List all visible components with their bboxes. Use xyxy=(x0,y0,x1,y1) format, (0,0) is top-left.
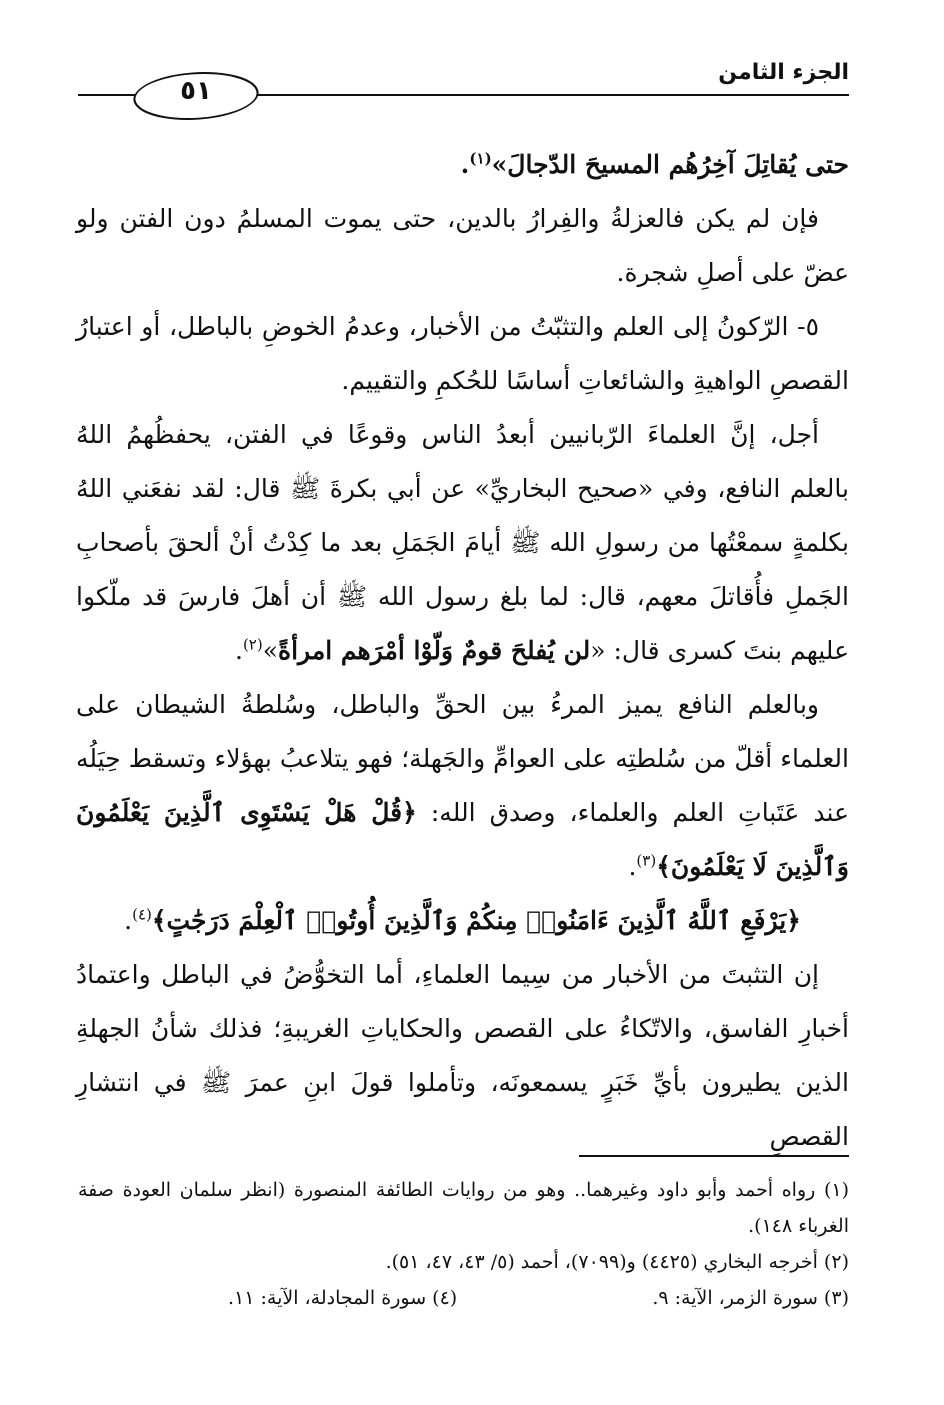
paragraph xyxy=(76,408,849,678)
paragraph xyxy=(76,678,849,894)
paragraph-tail: . xyxy=(234,636,243,665)
footnote: (٢) أخرجه البخاري (٤٤٢٥) و(٧٠٩٩)، أحمد (٥/ ٤٣، ٤٧، ٥١). xyxy=(385,1251,849,1273)
footnote-ref: (٢) xyxy=(242,635,263,654)
footnote-ref: (٣) xyxy=(636,851,657,870)
page-header xyxy=(78,58,849,118)
footnote: (٣) سورة الزمر، الآية: ٩. xyxy=(652,1287,849,1309)
main-text xyxy=(76,138,849,1164)
paragraph-tail: . xyxy=(124,906,133,935)
paragraph: ٥- الرّكونُ إلى العلم والتثبّتُ من الأخبار، وعدمُ الخوضِ بالباطل، أو اعتبارُ القصصِ الواهيةِ والشائعاتِ أساسًا للحُكمِ والتقييم. xyxy=(76,312,849,395)
paragraph-text: أجل، إنَّ العلماءَ الرّبانيين أبعدُ الناس وقوعًا في الفتن، يحفظُهمُ اللهُ بالعلم النافع، وفي «صحيح البخاريِّ» عن أبي بكرةَ ﷺ قال: لقد نفعَني اللهُ بكلمةٍ سمعْتُها من رسولِ الله ﷺ أيامَ الجَمَلِ بعد ما كِدْتُ أنْ ألحقَ بأصحابِ الجَملِ فأُقاتلَ معهم، قال: لما بلغ رسول الله ﷺ أن أهلَ فارسَ قد ملّكوا عليهم بنتَ كسرى قال: « xyxy=(76,420,849,665)
hadith-quote: لن يُفلحَ قومٌ وَلّوْا أمْرَهم امرأةً xyxy=(278,636,591,665)
footnotes xyxy=(78,1172,849,1316)
paragraph-tail: . xyxy=(628,852,637,881)
page-number: ٥١ xyxy=(180,76,212,106)
quote-close: » xyxy=(262,636,279,665)
paragraph-text: حتى يُقاتِلَ آخِرُهُم المسيحَ الدّجالَ» xyxy=(491,150,849,179)
footnote-ref: (٤) xyxy=(132,905,152,924)
paragraph-text: وبالعلم النافع يميز المرءُ بين الحقِّ والباطل، وسُلطةُ الشيطان على العلماء أقلّ من سُلطتِه على العوامِّ والجَهلة؛ فهو يتلاعبُ بهؤلاء وتسقط حِيَلُه عند عَتَباتِ العلم والعلماء، وصدق الله: xyxy=(76,690,849,827)
paragraph: فإن لم يكن فالعزلةُ والفِرارُ بالدين، حتى يموت المسلمُ دون الفتن ولو عضّ على أصلِ شجرة. xyxy=(76,204,849,287)
paragraph-tail: . xyxy=(460,150,470,179)
footnote-row xyxy=(78,1280,849,1316)
part-title: الجزء الثامن xyxy=(718,60,849,85)
paragraph xyxy=(76,138,849,192)
footnote: (٤) سورة المجادلة، الآية: ١١. xyxy=(228,1287,458,1309)
footnote-ref: (١) xyxy=(469,149,492,168)
paragraph: إن التثبتَ من الأخبار من سِيما العلماءِ، أما التخوُّضُ في الباطل واعتمادُ أخبارِ الفاسق، والاتّكاءُ على القصص والحكاياتِ الغريبةِ؛ فذلك شأنُ الجهلةِ الذين يطيرون بأيِّ خَبَرٍ يسمعونَه، وتأملوا قولَ ابنِ عمرَ ﷺ في انتشارِ القصصِ xyxy=(76,960,849,1151)
quran-verse: ﴿قُلْ هَلْ يَسْتَوِى ٱلَّذِينَ يَعْلَمُونَ وَٱلَّذِينَ لَا يَعْلَمُونَ﴾ xyxy=(76,798,849,881)
paragraph xyxy=(76,894,849,948)
footnote: (١) رواه أحمد وأبو داود وغيرهما.. وهو من روايات الطائفة المنصورة (انظر سلمان العودة صفة الغرباء ١٤٨). xyxy=(78,1179,849,1237)
quran-verse: ﴿يَرْفَعِ ٱللَّهُ ٱلَّذِينَ ءَامَنُوا۟ مِنكُمْ وَٱلَّذِينَ أُوتُوا۟ ٱلْعِلْمَ دَرَجَٰتٍ﴾ xyxy=(151,906,801,935)
footnote-separator xyxy=(579,1155,849,1157)
